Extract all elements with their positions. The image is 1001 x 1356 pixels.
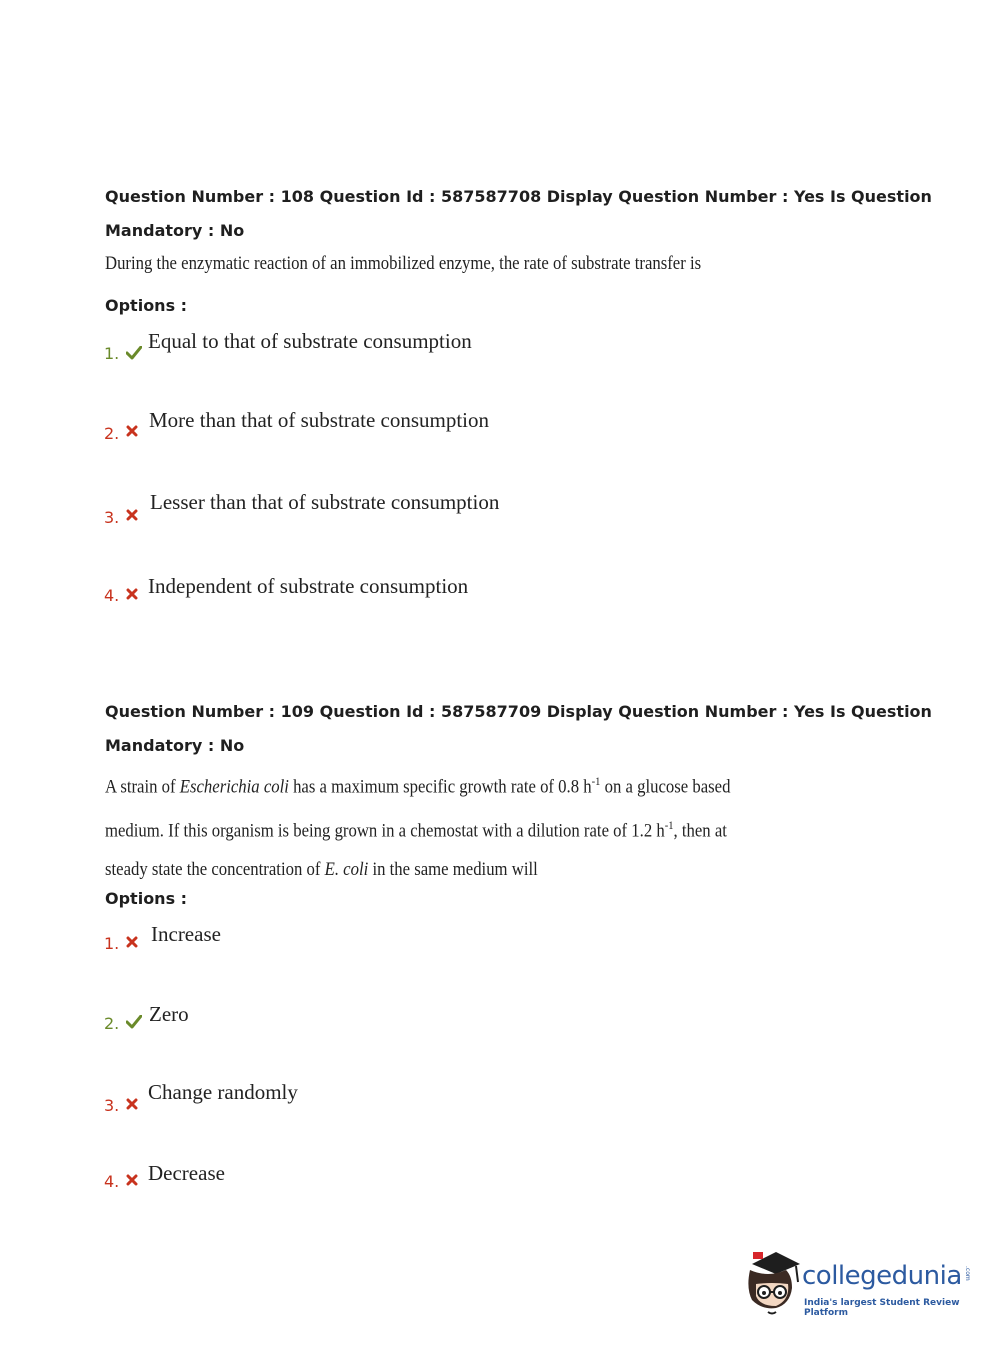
- logo-brand-text: collegedunia: [802, 1261, 962, 1291]
- question-meta-line2: Mandatory : No: [105, 736, 245, 755]
- option-text: Decrease: [148, 1161, 225, 1185]
- check-icon: [126, 1015, 142, 1034]
- question-text-line2: medium. If this organism is being grown in a chemostat with a dilution rate of 1.2 $h^{-1}$, then at: [105, 818, 727, 842]
- option-text: Independent of substrate consumption: [148, 574, 469, 598]
- options-label: Options :: [105, 889, 188, 908]
- option-number: 3.: [104, 508, 120, 527]
- question-text-line3: steady state the concentration of E. coli in the same medium will: [105, 858, 538, 880]
- cross-icon: [126, 508, 138, 526]
- cross-icon: [126, 1097, 138, 1115]
- collegedunia-logo[interactable]: [742, 1248, 972, 1323]
- question-text-line1: A strain of Escherichia coli has a maximum specific growth rate of 0.8 $h^{-1}$ on a glucose based: [105, 774, 731, 798]
- check-icon: [126, 346, 142, 365]
- question-meta: [105, 180, 935, 248]
- logo-tagline: India's largest Student Review Platform: [804, 1298, 960, 1318]
- question-meta-line2: Mandatory : No: [105, 221, 245, 240]
- option-number: 1.: [104, 934, 120, 953]
- question-meta: [105, 695, 935, 763]
- question-meta-line1: Question Number : 108 Question Id : 587587708 Display Question Number : Yes Is Question: [105, 187, 932, 206]
- question-text: [105, 762, 731, 889]
- option-number: 4.: [104, 586, 120, 605]
- option-text: More than that of substrate consumption: [149, 408, 490, 432]
- option-number: 3.: [104, 1096, 120, 1115]
- question-text: During the enzymatic reaction of an immobilized enzyme, the rate of substrate transfer is: [105, 253, 702, 274]
- collegedunia-mascot-icon: [742, 1248, 804, 1325]
- option-number: 2.: [104, 1014, 120, 1033]
- cross-icon: [126, 935, 138, 953]
- option-text: Zero: [149, 1002, 189, 1026]
- option-number: 1.: [104, 344, 120, 363]
- question-meta-line1: Question Number : 109 Question Id : 587587709 Display Question Number : Yes Is Question: [105, 702, 932, 721]
- option-text: Lesser than that of substrate consumption: [150, 490, 500, 514]
- option-text: Change randomly: [148, 1080, 298, 1104]
- logo-domain-suffix: .com: [964, 1266, 971, 1281]
- option-text: Increase: [151, 922, 221, 946]
- cross-icon: [126, 424, 138, 442]
- cross-icon: [126, 1173, 138, 1191]
- option-number: 4.: [104, 1172, 120, 1191]
- option-number: 2.: [104, 424, 120, 443]
- option-text: Equal to that of substrate consumption: [148, 329, 472, 353]
- cross-icon: [126, 587, 138, 605]
- options-label: Options :: [105, 296, 188, 315]
